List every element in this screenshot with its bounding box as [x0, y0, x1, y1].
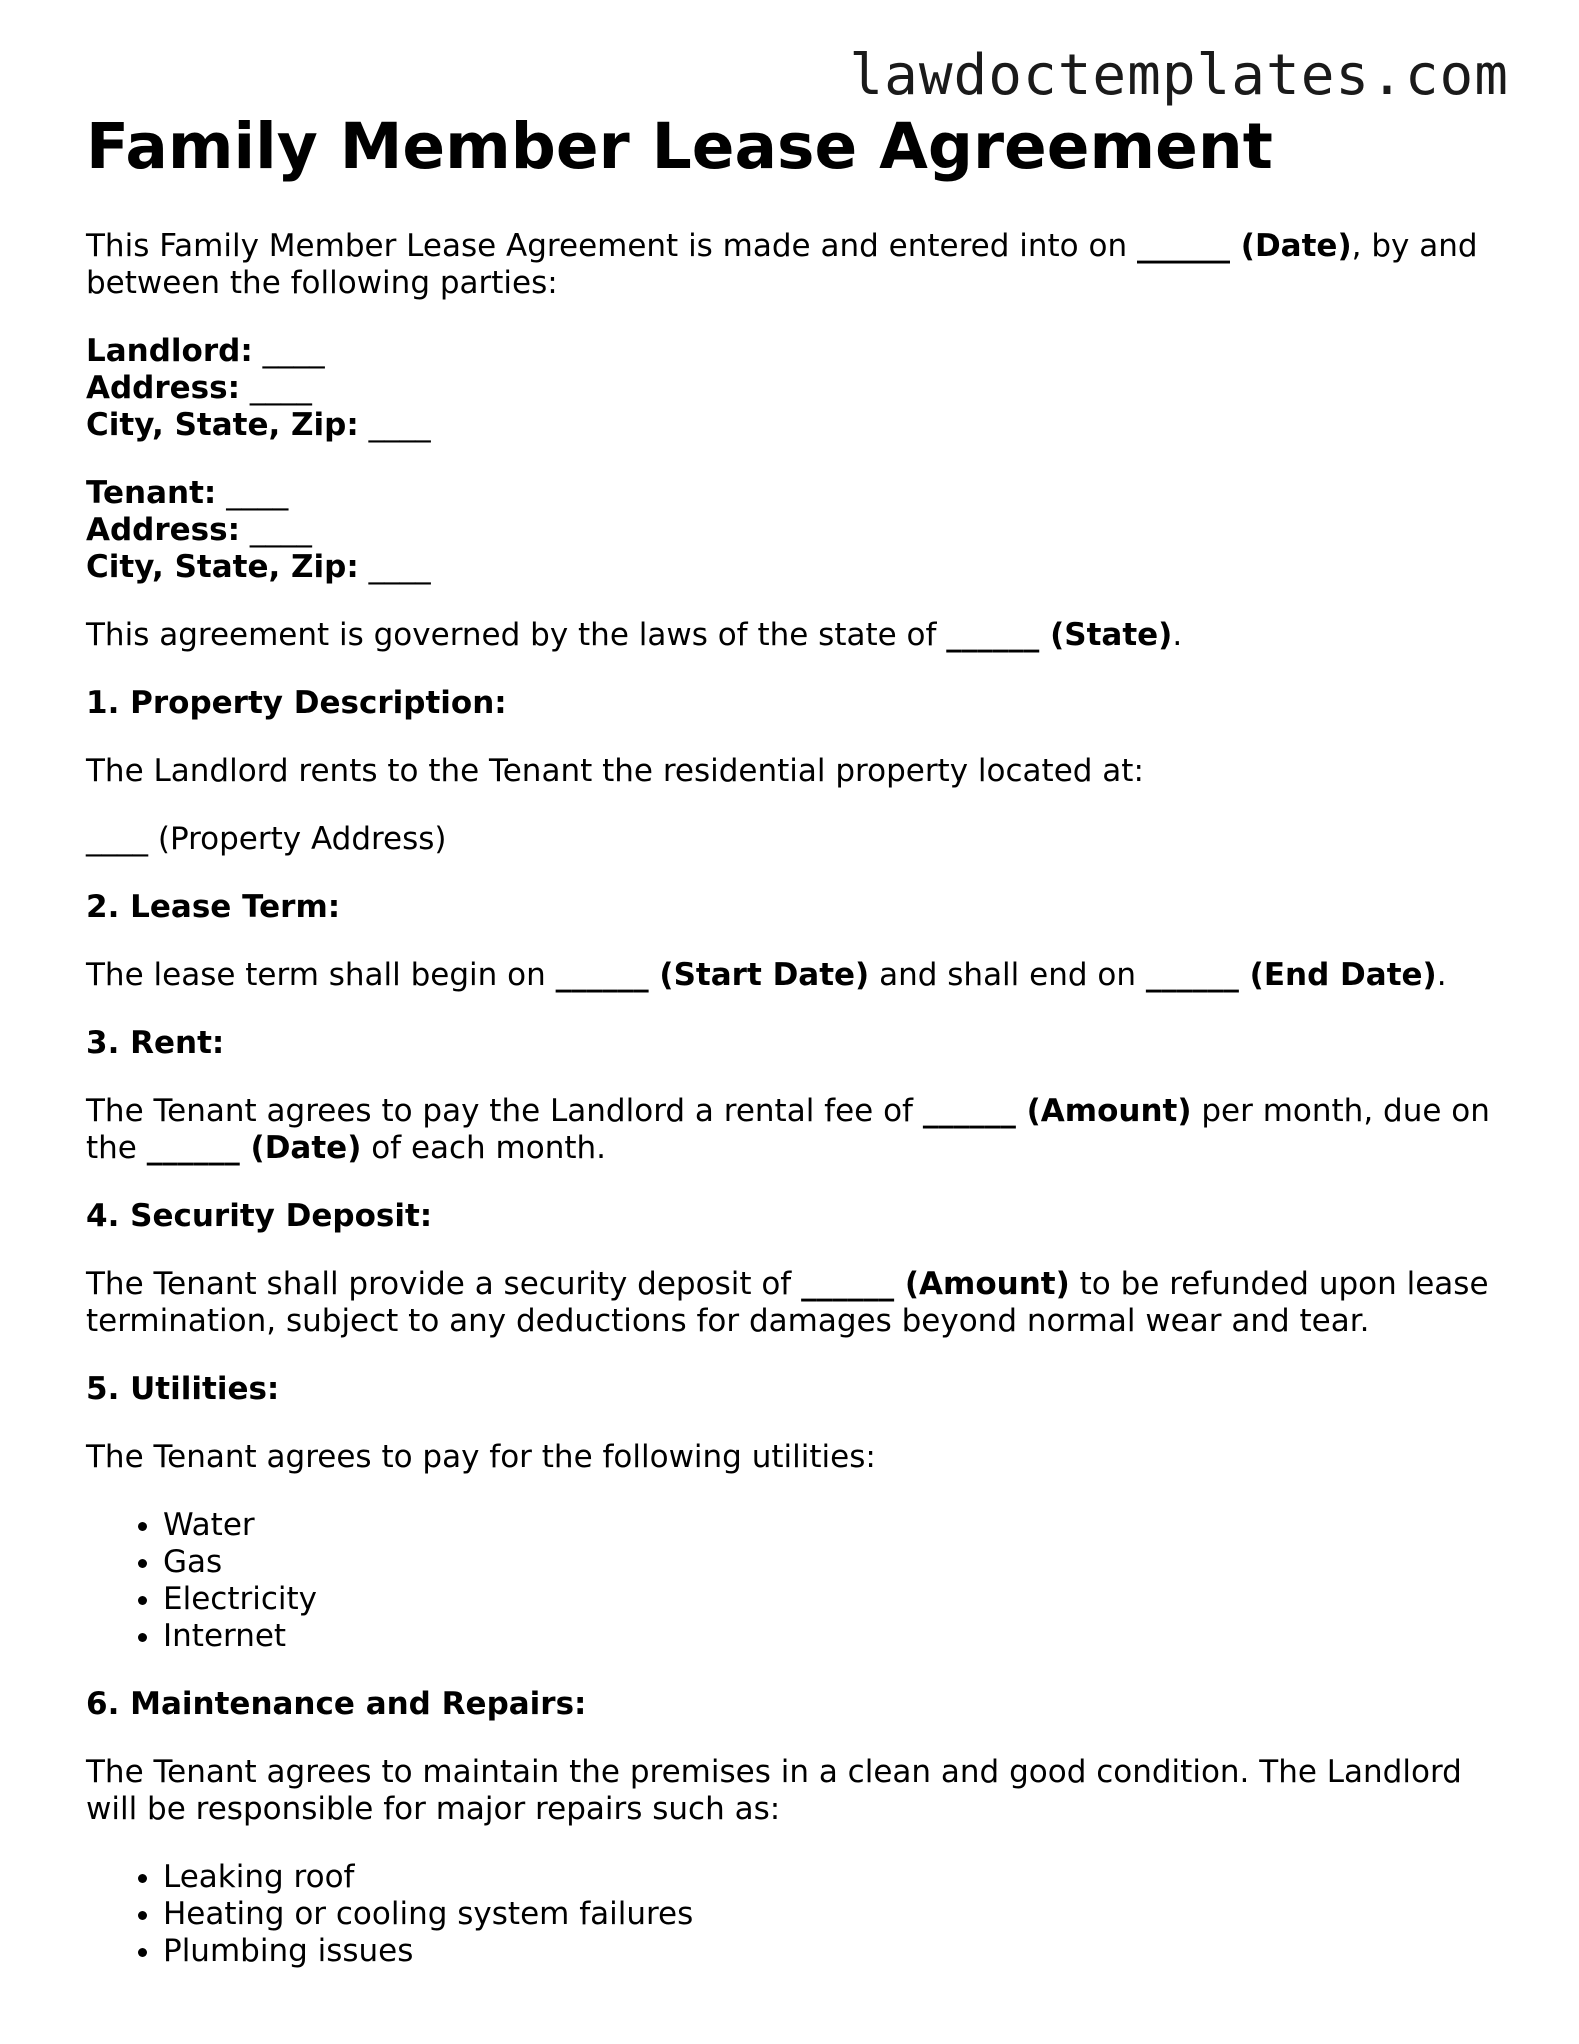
intro-paragraph: This Family Member Lease Agreement is made and entered into on ______ (Date), by and between the following parties:	[86, 228, 1478, 302]
section-utilities-heading: 5. Utilities:	[86, 1371, 280, 1408]
section-property-heading: 1. Property Description:	[86, 685, 507, 722]
property-address-line: ____ (Property Address)	[86, 821, 447, 858]
list-item: • Gas	[163, 1544, 1506, 1581]
section-deposit-heading: 4. Security Deposit:	[86, 1198, 433, 1235]
landlord-blank: ____	[262, 333, 325, 370]
section-maintenance-text: The Tenant agrees to maintain the premises in a clean and good condition. The Landlord will be responsible for major repairs such as:	[86, 1754, 1462, 1828]
document-page	[86, 110, 1506, 2001]
list-item: • Electricity	[163, 1581, 1506, 1618]
date-blank: ______	[1136, 228, 1230, 265]
document-title: Family Member Lease Agreement	[86, 110, 1273, 183]
site-watermark: lawdoctemplates.com	[849, 43, 1509, 108]
utilities-list	[86, 1507, 1506, 1655]
section-lease-term-heading: 2. Lease Term:	[86, 889, 341, 926]
landlord-city-label: City, State, Zip:	[86, 407, 359, 444]
repairs-list	[86, 1859, 1506, 1970]
list-item: • Water	[163, 1507, 1506, 1544]
tenant-city-label: City, State, Zip:	[86, 549, 359, 586]
section-utilities-text: The Tenant agrees to pay for the following utilities:	[86, 1439, 876, 1476]
landlord-label: Landlord:	[86, 333, 253, 370]
list-item: • Heating or cooling system failures	[163, 1896, 1506, 1933]
landlord-address-label: Address:	[86, 370, 240, 407]
list-item: • Leaking roof	[163, 1859, 1506, 1896]
tenant-blank: ____	[226, 475, 289, 512]
section-maintenance-heading: 6. Maintenance and Repairs:	[86, 1686, 587, 1723]
section-rent-text: The Tenant agrees to pay the Landlord a rental fee of ______ (Amount) per month, due on the ______ (Date) of each month.	[86, 1093, 1490, 1167]
section-deposit-text: The Tenant shall provide a security deposit of ______ (Amount) to be refunded upon lease termination, subject to any deductions for damages beyond normal wear and tear.	[86, 1266, 1489, 1340]
list-item: • Plumbing issues	[163, 1933, 1506, 1970]
landlord-block: Landlord: ____ Address: ____ City, State, Zip: ____	[86, 333, 431, 444]
tenant-block: Tenant: ____ Address: ____ City, State, Zip: ____	[86, 475, 431, 586]
tenant-label: Tenant:	[86, 475, 217, 512]
section-lease-term-text: The lease term shall begin on ______ (Start Date) and shall end on ______ (End Date).	[86, 957, 1447, 994]
governing-law-paragraph: This agreement is governed by the laws of the state of ______ (State).	[86, 617, 1183, 654]
tenant-address-label: Address:	[86, 512, 240, 549]
section-rent-heading: 3. Rent:	[86, 1025, 225, 1062]
list-item: • Internet	[163, 1618, 1506, 1655]
section-property-text: The Landlord rents to the Tenant the residential property located at:	[86, 753, 1144, 790]
